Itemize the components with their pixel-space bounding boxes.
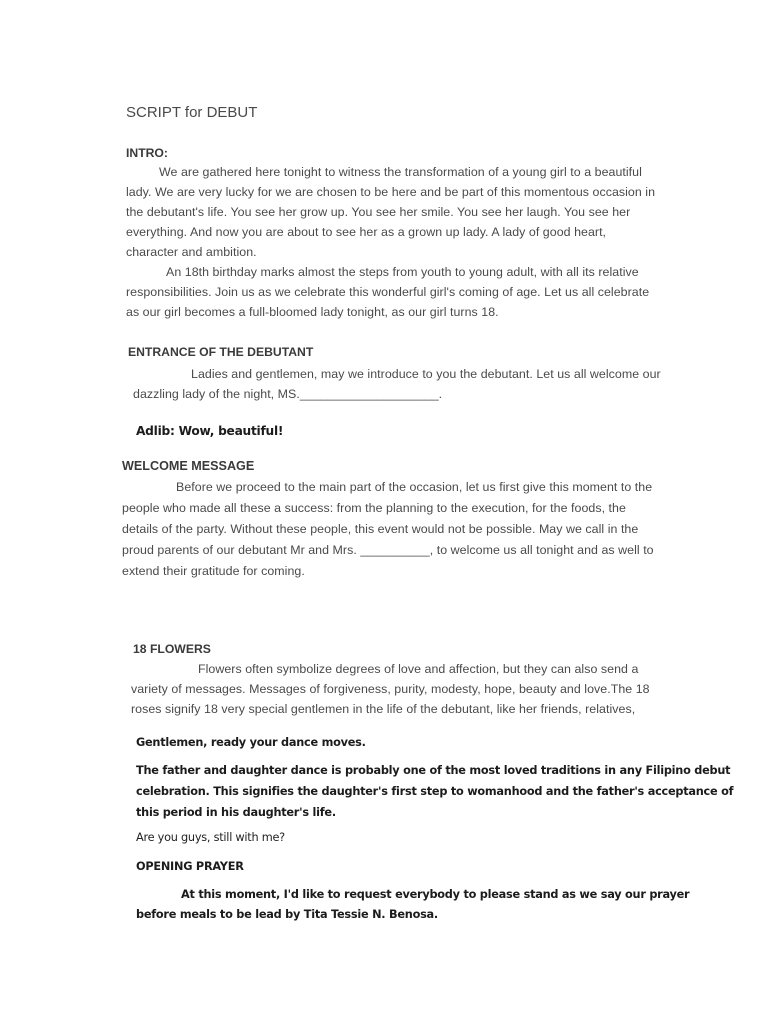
text-line: An 18th birthday marks almost the steps from youth to young adult, with all its relative [166,265,639,279]
text-line: responsibilities. Join us as we celebrate this wonderful girl's coming of age. Let us all celebrate [126,285,650,299]
text-line: proud parents of our debutant Mr and Mrs. __________, to welcome us all tonight and as well to [122,543,654,557]
welcome-heading: WELCOME MESSAGE [122,459,255,473]
document-title: SCRIPT for DEBUT [126,104,258,121]
prayer-paragraph [136,885,690,925]
text-line: Flowers often symbolize degrees of love and affection, but they can also send a [198,662,639,676]
still-with-me-line: Are you guys, still with me? [136,831,285,844]
text-line: everything. And now you are about to see her as a grown up lady. A lady of good heart, [126,225,607,239]
text-line: the debutant's life. You see her grow up. You see her smile. You see her laugh. You see her [126,205,631,219]
prayer-heading: OPENING PRAYER [136,860,244,873]
text-line: roses signify 18 very special gentlemen in the life of the debutant, like her friends, relatives, [131,702,636,716]
flowers-heading: 18 FLOWERS [133,642,211,656]
text-line: Before we proceed to the main part of the occasion, let us first give this moment to the [176,480,653,494]
entrance-heading: ENTRANCE OF THE DEBUTANT [128,345,314,359]
text-line: as our girl becomes a full-bloomed lady tonight, as our girl turns 18. [126,305,499,319]
flowers-paragraph [131,659,650,719]
text-line: character and ambition. [126,245,257,259]
text-line: variety of messages. Messages of forgiveness, purity, modesty, hope, beauty and love.The 18 [131,682,650,696]
gentlemen-line: Gentlemen, ready your dance moves. [136,736,366,749]
text-line: We are gathered here tonight to witness the transformation of a young girl to a beautiful [159,165,642,179]
text-line: details of the party. Without these people, this event would not be possible. May we call in the [122,522,639,536]
text-line: dazzling lady of the night, MS.____________________. [133,387,443,401]
text-line: celebration. This signifies the daughter's first step to womanhood and the father's acceptance of [136,785,734,798]
text-line: lady. We are very lucky for we are chosen to be here and be part of this momentous occasion in [126,185,656,199]
welcome-paragraph [122,477,652,582]
text-line: before meals to be lead by Tita Tessie N. Benosa. [136,908,438,921]
text-line: The father and daughter dance is probably one of the most loved traditions in any Filipino debut [136,764,731,777]
adlib-line: Adlib: Wow, beautiful! [136,424,284,438]
text-line: this period in his daughter's life. [136,806,336,819]
text-line: Ladies and gentlemen, may we introduce to you the debutant. Let us all welcome our [191,367,661,381]
intro-paragraph-2 [126,262,650,322]
intro-paragraph-1 [126,162,656,262]
intro-heading: INTRO: [126,146,168,160]
text-line: At this moment, I'd like to request everybody to please stand as we say our prayer [181,888,690,901]
text-line: people who made all these a success: from the planning to the execution, for the foods, the [122,501,626,515]
entrance-paragraph [133,364,661,404]
father-daughter-paragraph [136,760,734,823]
text-line: extend their gratitude for coming. [122,564,305,578]
